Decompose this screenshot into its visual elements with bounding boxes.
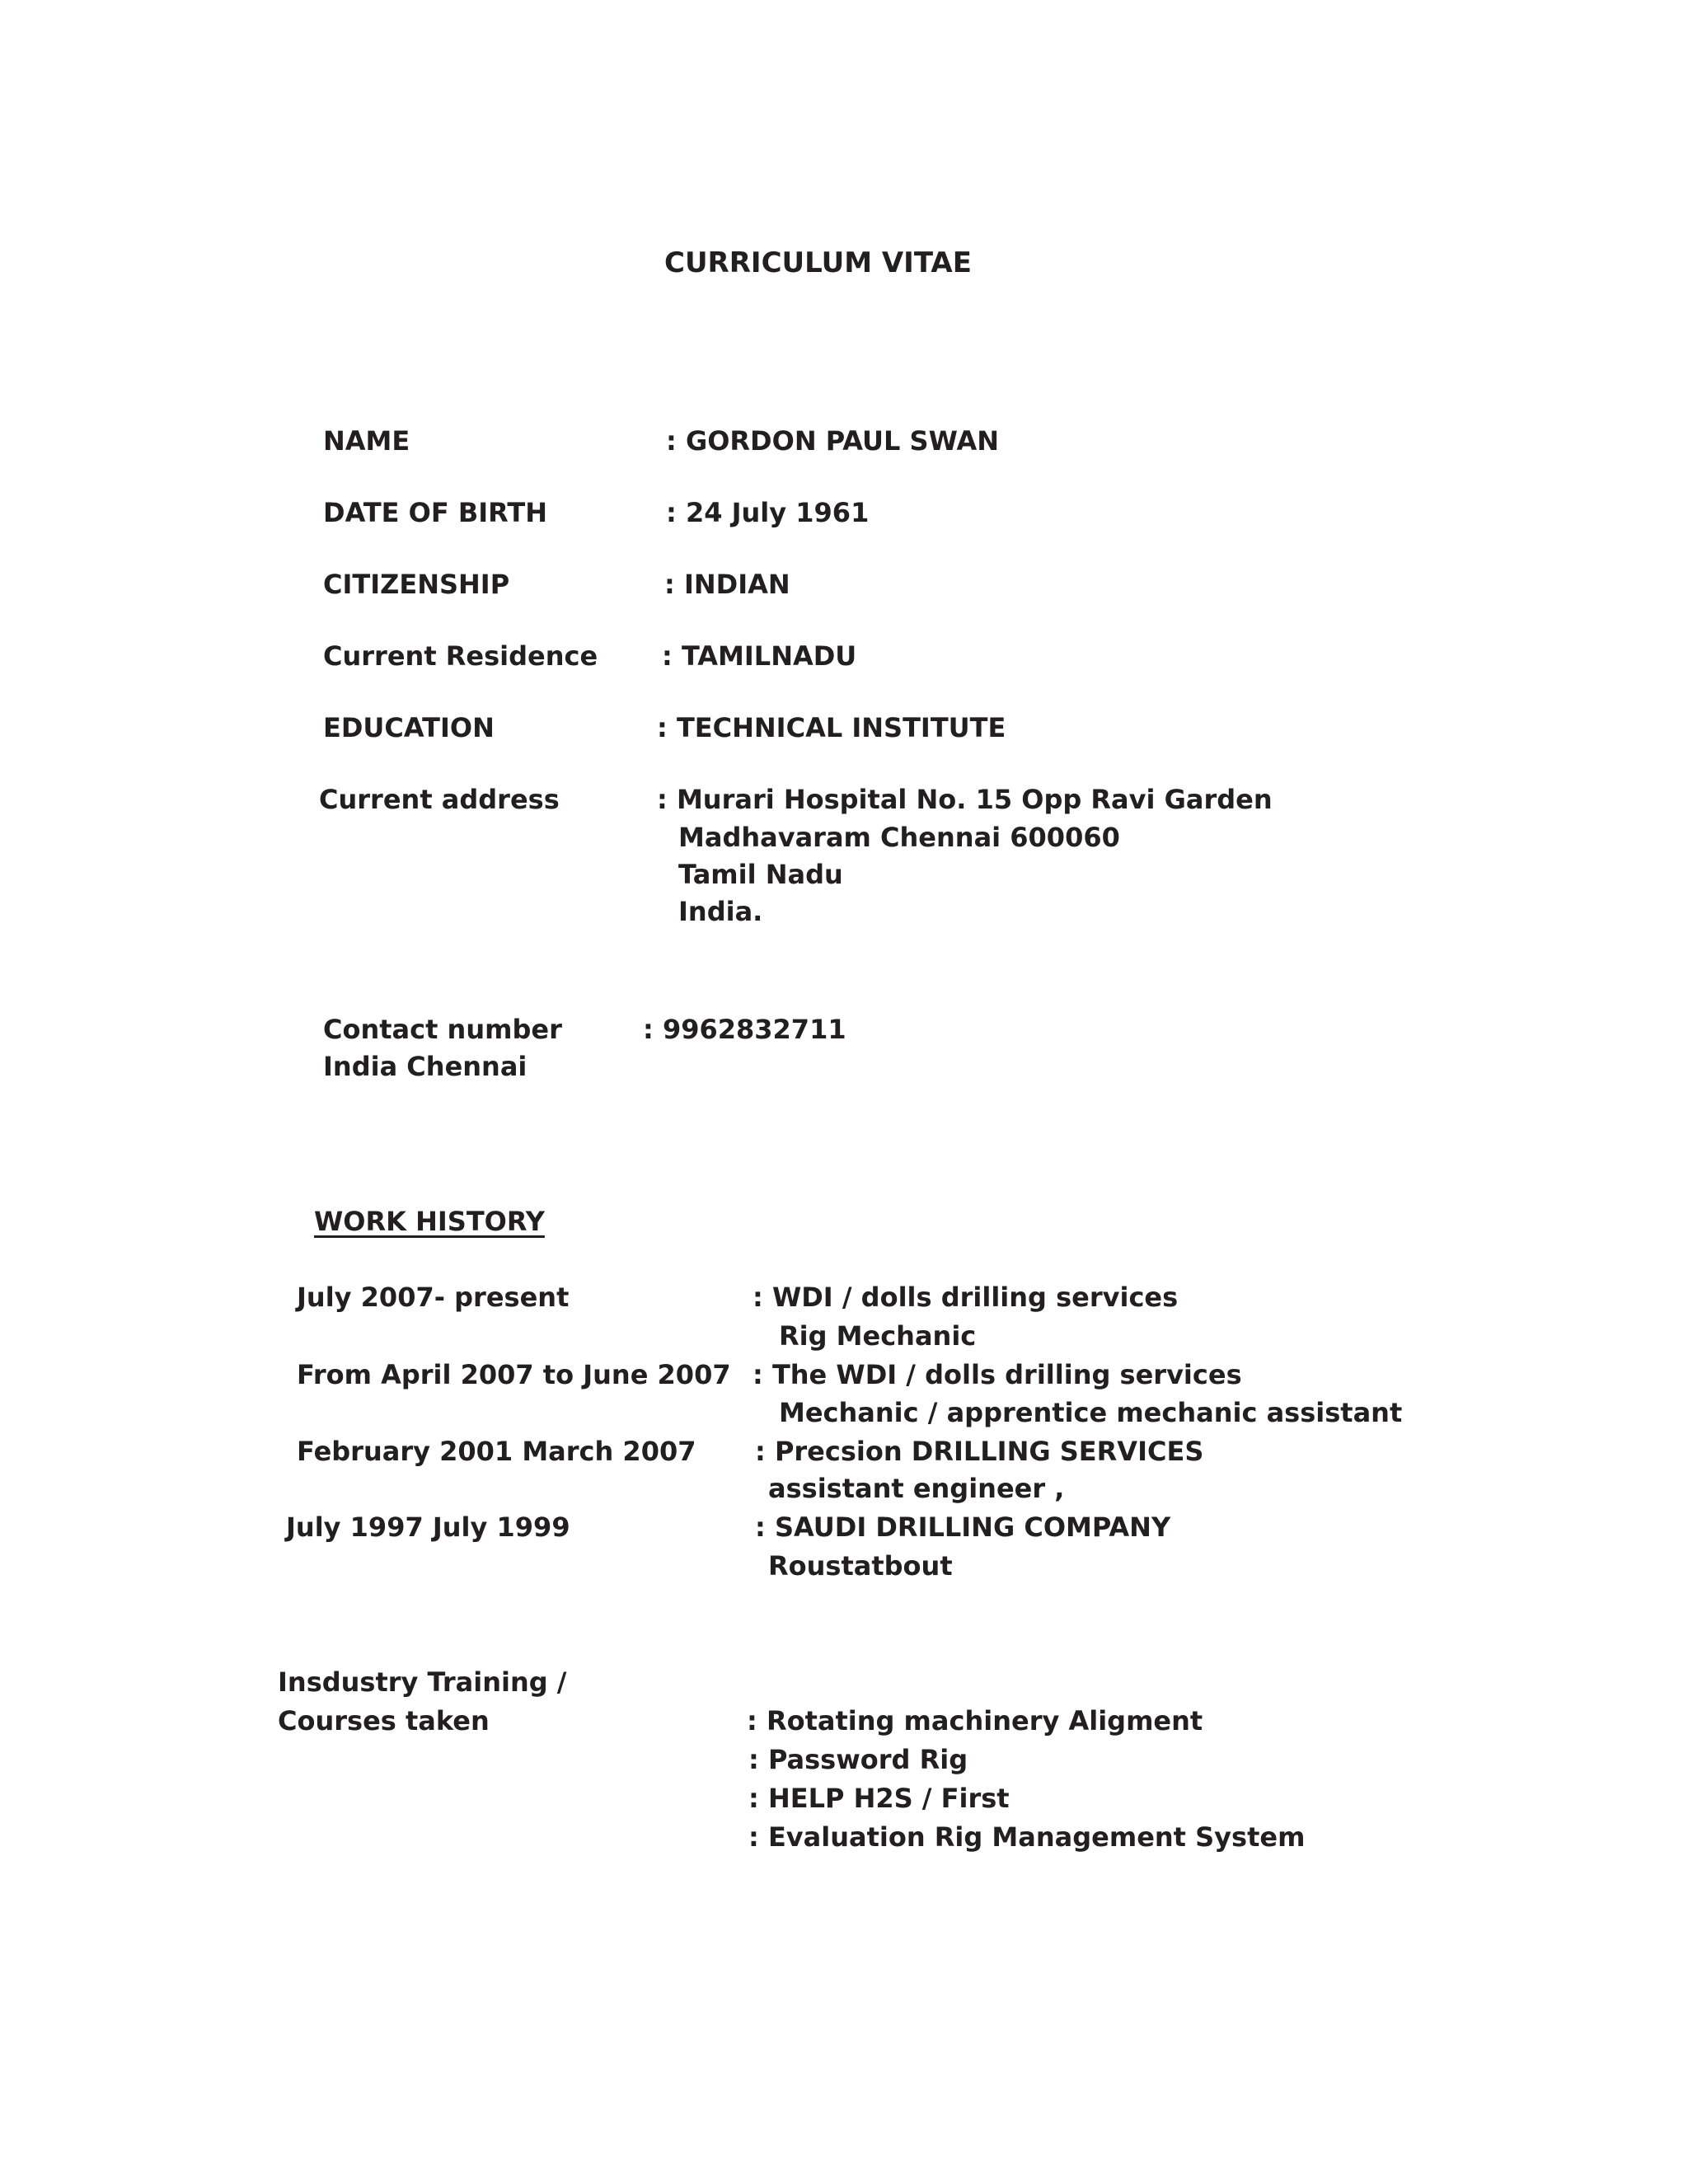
address-line: : Murari Hospital No. 15 Opp Ravi Garden: [657, 784, 1273, 815]
work-employer: : The WDI / dolls drilling services: [753, 1359, 1242, 1390]
page-title: CURRICULUM VITAE: [664, 246, 972, 279]
work-employer: : Precsion DRILLING SERVICES: [755, 1436, 1204, 1467]
course-item: : Password Rig: [748, 1744, 968, 1775]
address-line: India.: [678, 896, 763, 927]
training-label: Insdustry Training /: [278, 1666, 567, 1698]
course-item: : HELP H2S / First: [748, 1783, 1010, 1814]
dob-label: DATE OF BIRTH: [323, 497, 547, 528]
address-label: Current address: [319, 784, 560, 815]
course-item: : Evaluation Rig Management System: [748, 1821, 1306, 1853]
name-label: NAME: [323, 425, 410, 457]
work-period: From April 2007 to June 2007: [297, 1359, 731, 1390]
course-item: : Rotating machinery Aligment: [747, 1705, 1203, 1736]
work-role: Mechanic / apprentice mechanic assistant: [779, 1397, 1403, 1428]
education-label: EDUCATION: [323, 712, 495, 743]
dob-value: : 24 July 1961: [666, 497, 870, 528]
work-role: Roustatbout: [768, 1550, 953, 1582]
work-role: Rig Mechanic: [779, 1320, 977, 1352]
residence-label: Current Residence: [323, 640, 598, 672]
address-line: Tamil Nadu: [678, 859, 843, 890]
residence-value: : TAMILNADU: [662, 640, 857, 672]
contact-value: : 9962832711: [643, 1014, 846, 1045]
work-employer: : SAUDI DRILLING COMPANY: [755, 1511, 1171, 1543]
citizenship-value: : INDIAN: [664, 569, 790, 600]
work-role: assistant engineer ,: [768, 1473, 1065, 1504]
contact-label: Contact number: [323, 1014, 562, 1045]
work-period: July 1997 July 1999: [286, 1511, 570, 1543]
work-employer: : WDI / dolls drilling services: [753, 1282, 1179, 1313]
work-period: February 2001 March 2007: [297, 1436, 696, 1467]
work-history-heading: WORK HISTORY: [314, 1206, 545, 1237]
address-line: Madhavaram Chennai 600060: [678, 822, 1120, 853]
citizenship-label: CITIZENSHIP: [323, 569, 510, 600]
education-value: : TECHNICAL INSTITUTE: [657, 712, 1006, 743]
work-period: July 2007- present: [297, 1282, 570, 1313]
name-value: : GORDON PAUL SWAN: [666, 425, 999, 457]
contact-label-location: India Chennai: [323, 1051, 528, 1082]
training-label: Courses taken: [278, 1705, 490, 1736]
